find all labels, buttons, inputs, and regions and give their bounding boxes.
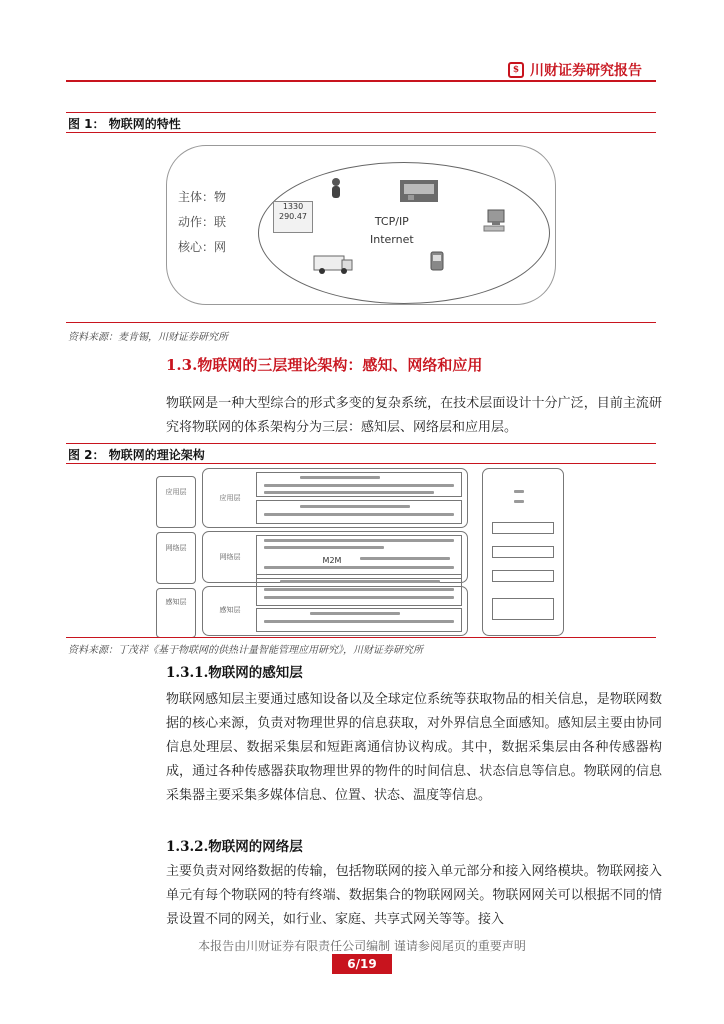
figure2-text-bar: [264, 491, 434, 494]
figure2-left-tab-app: [156, 476, 196, 528]
figure2-network-layer-name: 网络层: [219, 553, 241, 561]
subsection2-body: [166, 860, 662, 932]
figure2-text-bar: [280, 580, 440, 583]
subsection2-text: 主要负责对网络数据的传输，包括物联网的接入单元部分和接入网络模块。物联网接入单元有每个物联网的特有终端、数据集合的物联网网关。物联网网关可以根据不同的情景设置不同的网关，如行业、家庭、共享式网关等等。接入: [166, 864, 662, 927]
figure2-left-label-app: 应用层: [165, 488, 187, 496]
section-intro: [166, 392, 662, 440]
figure2-right-box: [492, 522, 554, 534]
figure2-top-rule: [66, 443, 656, 444]
figure2-text-bar: [264, 566, 454, 569]
figure2-text-bar: [360, 557, 450, 560]
figure2-m2m-label: M2M: [322, 556, 342, 565]
figure2-app-box-2: [256, 500, 462, 524]
figure2-text-bar: [264, 513, 454, 516]
figure1-bottom-rule: [66, 322, 656, 323]
digital-clock-icon: 1330 290.47: [273, 201, 313, 233]
figure1-label-subject: 主体：物: [178, 190, 227, 204]
figure2-text-bar: [514, 490, 524, 493]
figure1-center-text: [370, 213, 414, 249]
figure2-perception-layer-name: 感知层: [219, 606, 241, 614]
figure2-text-bar: [300, 476, 380, 479]
handheld-device-icon: [428, 250, 448, 274]
brand-logo-icon: $: [508, 62, 524, 78]
figure2-text-bar: [264, 620, 454, 623]
figure2-left-label-net: 网络层: [165, 544, 187, 552]
figure2-right-box: [492, 598, 554, 620]
figure2-application-layer-name: 应用层: [219, 494, 241, 502]
figure2-text-bar: [264, 546, 384, 549]
figure1-internet: Internet: [370, 233, 414, 246]
computer-icon: [482, 208, 508, 234]
subsection1-text: 物联网感知层主要通过感知设备以及全球定位系统等获取物品的相关信息，是物联网数据的核心来源，负责对物理世界的信息获取，对外界信息全面感知。感知层主要由协同信息处理层、数据采集层和短距离通信协议构成。其中，数据采集层由各种传感器构成，通过各种传感器获取物理世界的物件的时间信息、状态信息等信息。物联网的信息采集器主要采集多媒体信息、位置、状态、温度等信息。: [166, 692, 662, 803]
figure1-title-rule: [66, 132, 656, 133]
figure2-text-bar: [310, 612, 400, 615]
figure2-text-bar: [264, 596, 454, 599]
page-number: 6/19: [332, 954, 392, 974]
figure2-right-box: [492, 546, 554, 558]
figure1-title: 图 1： 物联网的特性: [68, 117, 181, 131]
figure2-text-bar: [264, 588, 454, 591]
figure2-title: 图 2： 物联网的理论架构: [68, 448, 205, 462]
figure2-text-bar: [264, 539, 454, 542]
figure1-tcpip: TCP/IP: [374, 215, 409, 228]
figure2-left-label-sense: 感知层: [165, 598, 187, 606]
subsection1-body: [166, 688, 662, 808]
header-divider: [66, 80, 656, 82]
figure2-text-bar: [300, 505, 410, 508]
figure2-right-box: [492, 570, 554, 582]
figure2-source: 资料来源：丁茂祥《基于物联网的供热计量智能管理应用研究》，川财证券研究所: [68, 645, 423, 656]
figure1-source: 资料来源：麦肯锡，川财证券研究所: [68, 332, 228, 343]
factory-scene-icon: [400, 180, 438, 202]
ambulance-icon: [312, 252, 354, 276]
figure2-title-rule: [66, 463, 656, 464]
brand-header: [508, 60, 642, 80]
subsection1-title: 1.3.1.物联网的感知层: [166, 665, 303, 681]
figure2-left-tab-net: [156, 532, 196, 584]
figure1-label-action: 动作：联: [178, 215, 227, 229]
section-intro-text: 物联网是一种大型综合的形式多变的复杂系统，在技术层面设计十分广泛，目前主流研究将物联网的体系架构分为三层：感知层、网络层和应用层。: [166, 396, 662, 435]
figure2-text-bar: [264, 484, 454, 487]
section-title: 1.3.物联网的三层理论架构：感知、网络和应用: [166, 356, 483, 374]
person-icon: [326, 176, 346, 202]
figure1-label-core: 核心：网: [178, 240, 227, 254]
figure2-bottom-rule: [66, 637, 656, 638]
brand-name: 川财证券研究报告: [530, 63, 642, 79]
figure2-text-bar: [514, 500, 524, 503]
figure1-top-rule: [66, 112, 656, 113]
footer-disclaimer: 本报告由川财证券有限责任公司编制 谨请参阅尾页的重要声明: [198, 939, 526, 953]
figure2-left-tab-sense: [156, 588, 196, 638]
subsection2-title: 1.3.2.物联网的网络层: [166, 839, 303, 855]
